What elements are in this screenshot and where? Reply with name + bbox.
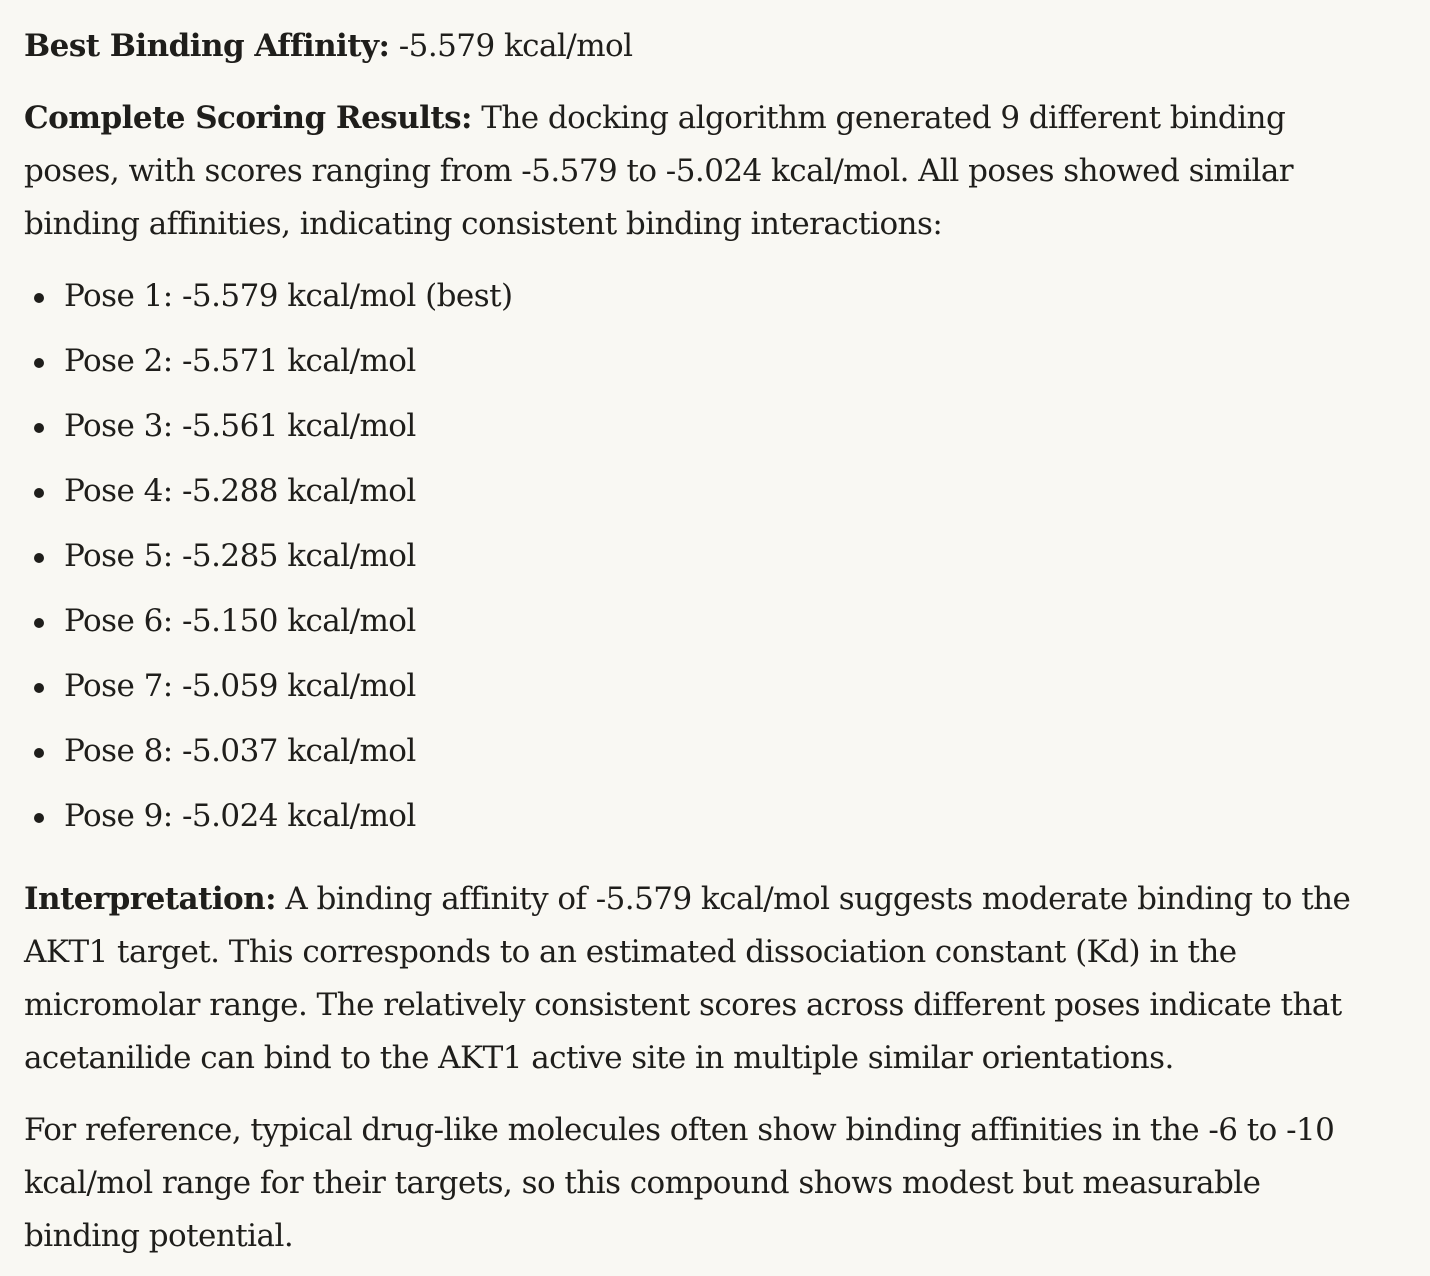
bullet-icon <box>34 683 44 693</box>
pose-text: Pose 1: -5.579 kcal/mol (best) <box>64 278 513 314</box>
scoring-results-paragraph <box>24 92 1380 251</box>
bullet-icon <box>34 618 44 628</box>
list-item <box>24 270 1380 335</box>
list-item <box>24 400 1380 465</box>
pose-text: Pose 6: -5.150 kcal/mol <box>64 603 416 639</box>
list-item <box>24 790 1380 855</box>
pose-text: Pose 5: -5.285 kcal/mol <box>64 538 416 574</box>
interpretation-label: Interpretation: <box>24 881 277 917</box>
pose-text: Pose 8: -5.037 kcal/mol <box>64 733 416 769</box>
scoring-results-text: The docking algorithm generated 9 different binding poses, with scores ranging from -5.579 to -5.024 kcal/mol. All poses showed similar binding affinities, indicating consistent binding interactions: <box>24 100 1294 242</box>
best-affinity-value: -5.579 kcal/mol <box>389 28 633 64</box>
scoring-results-label: Complete Scoring Results: <box>24 100 472 136</box>
interpretation-paragraph <box>24 873 1380 1085</box>
list-item <box>24 660 1380 725</box>
bullet-icon <box>34 423 44 433</box>
list-item <box>24 335 1380 400</box>
list-item <box>24 725 1380 790</box>
pose-text: Pose 7: -5.059 kcal/mol <box>64 668 416 704</box>
best-affinity-paragraph <box>24 20 1380 73</box>
pose-list <box>24 270 1380 855</box>
interpretation-text: A binding affinity of -5.579 kcal/mol suggests moderate binding to the AKT1 target. This corresponds to an estimated dissociation constant (Kd) in the micromolar range. The relatively consistent scores across different poses indicate that acetanilide can bind to the AKT1 active site in multiple similar orientations. <box>24 881 1351 1076</box>
bullet-icon <box>34 553 44 563</box>
pose-text: Pose 9: -5.024 kcal/mol <box>64 798 416 834</box>
best-affinity-label: Best Binding Affinity: <box>24 28 390 64</box>
reference-text: For reference, typical drug-like molecules often show binding affinities in the -6 to -10 kcal/mol range for their targets, so this compound shows modest but measurable binding potential. <box>24 1112 1335 1254</box>
list-item <box>24 595 1380 660</box>
pose-text: Pose 3: -5.561 kcal/mol <box>64 408 416 444</box>
list-item <box>24 530 1380 595</box>
bullet-icon <box>34 293 44 303</box>
bullet-icon <box>34 813 44 823</box>
pose-text: Pose 2: -5.571 kcal/mol <box>64 343 416 379</box>
pose-text: Pose 4: -5.288 kcal/mol <box>64 473 416 509</box>
reference-paragraph <box>24 1104 1380 1263</box>
bullet-icon <box>34 748 44 758</box>
list-item <box>24 465 1380 530</box>
bullet-icon <box>34 488 44 498</box>
bullet-icon <box>34 358 44 368</box>
